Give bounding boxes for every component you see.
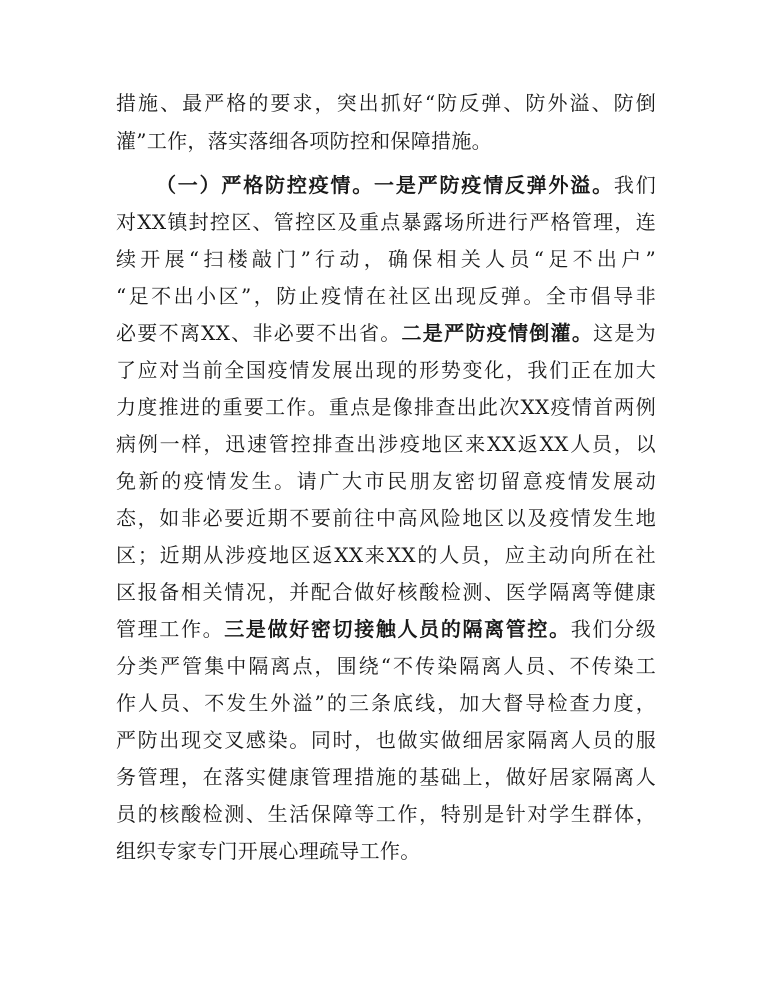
text-line: 组织专家专门开展心理疏导工作。 [116,839,421,863]
text-line: “足不出小区”，防止疫情在社区出现反弹。全市倡导非 [116,284,656,308]
text-segment: 管理工作。 [116,617,225,641]
subheading-two: 二是严防疫情倒灌。 [401,321,594,345]
text-line: 力度推进的重要工作。重点是像排查出此次XX疫情首两例 [116,395,656,419]
text-line [116,610,656,648]
text-segment: 必要不离XX、非必要不出省。 [116,321,402,345]
text-line: 措施、最严格的要求，突出抓好“防反弹、防外溢、防倒 [116,91,656,115]
text-line: 员的核酸检测、生活保障等工作，特别是针对学生群体， [116,802,656,826]
subheading-three: 三是做好密切接触人员的隔离管控。 [224,617,571,641]
text-line: 免新的疫情发生。请广大市民朋友密切留意疫情发展动 [116,469,656,493]
text-line: 对XX镇封控区、管控区及重点暴露场所进行严格管理，连 [116,210,656,234]
text-line: 病例一样，迅速管控排查出涉疫地区来XX返XX人员，以 [116,432,656,456]
section-heading: （一）严格防控疫情。 [156,173,375,197]
text-segment: 这是为 [593,321,656,345]
text-segment: 我们分级 [570,617,656,641]
text-line: 严防出现交叉感染。同时，也做实做细居家隔离人员的服 [116,728,656,752]
text-line: 灌”工作，落实落细各项防控和保障措施。 [116,129,492,153]
text-line: 务管理，在落实健康管理措施的基础上，做好居家隔离人 [116,765,656,789]
text-line: 区报备相关情况，并配合做好核酸检测、医学隔离等健康 [116,580,656,604]
text-line: 态，如非必要近期不要前往中高风险地区以及疫情发生地 [116,506,656,530]
text-line: 区；近期从涉疫地区返XX来XX的人员，应主动向所在社 [116,543,656,567]
section-heading-line [156,166,656,204]
text-line: 续开展“扫楼敲门”行动，确保相关人员“足不出户” [116,247,656,271]
subheading-one: 一是严防疫情反弹外溢。 [374,173,614,197]
text-segment: 我们 [613,173,656,197]
text-line: 了应对当前全国疫情发展出现的形势变化，我们正在加大 [116,358,656,382]
text-line [116,314,656,352]
text-line: 分类严管集中隔离点，围绕“不传染隔离人员、不传染工 [116,654,656,678]
text-line: 作人员、不发生外溢”的三条底线，加大督导检查力度， [116,691,656,715]
